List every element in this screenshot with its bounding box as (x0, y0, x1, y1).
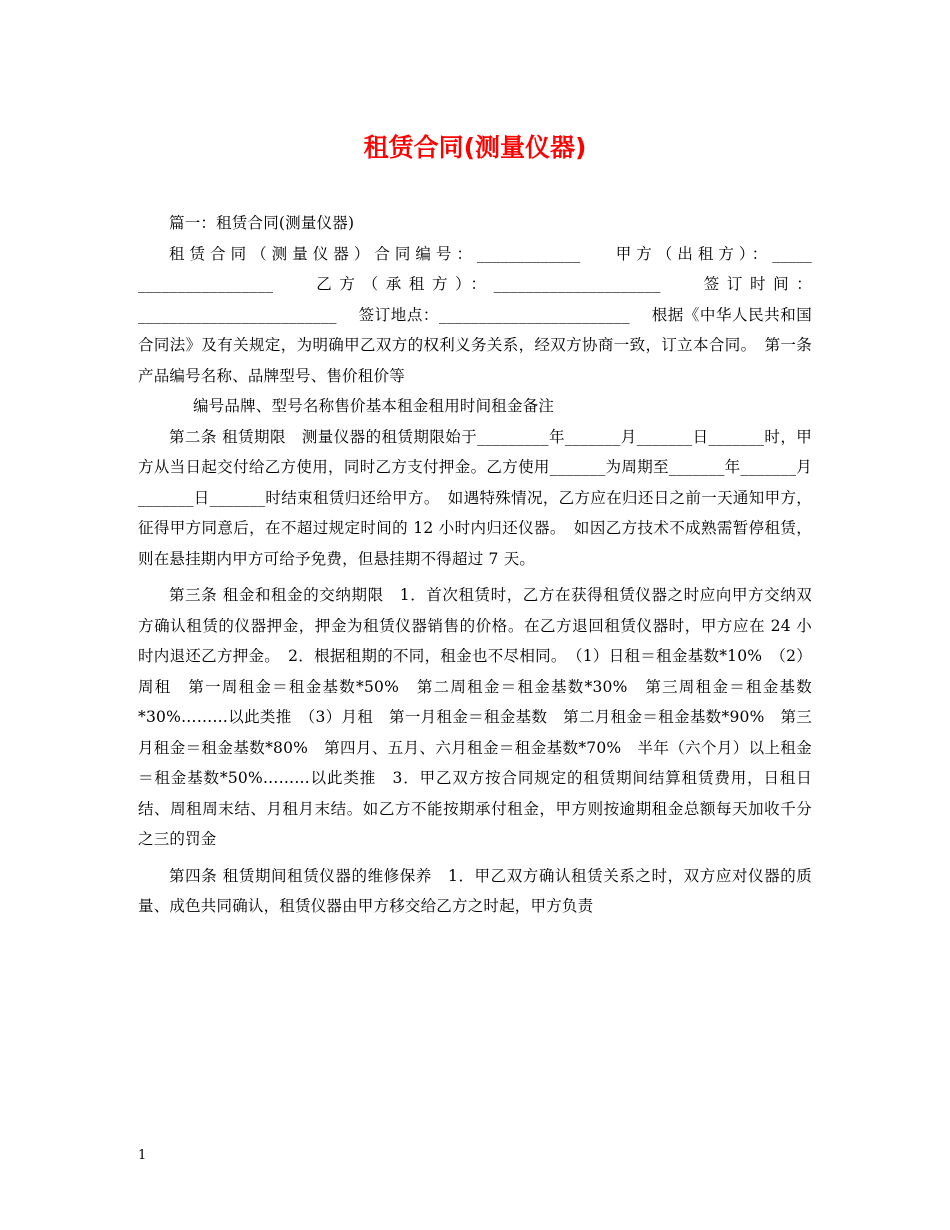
paragraph-article-4: 第四条 租赁期间租赁仪器的维修保养 1．甲乙双方确认租赁关系之时，双方应对仪器的质量、成色共同确认，租赁仪器由甲方移交给乙方之时起，甲方负责 (138, 866, 812, 915)
paragraph-heading: 篇一：租赁合同(测量仪器) (169, 214, 355, 232)
paragraph-contract-header: 租赁合同（测量仪器）合同编号：_____________ 甲方（出租方）：_____ _________________ 乙方（承租方）：_____________________ 签订时间：_________________________ 签订地点：________________________ 根据《中华人民共和国合同法》及有关规定，为明确甲乙双方的权利义务关系，经双方协商一致，订立本合同。 第一条 产品编号名称、品牌型号、售价租价等 (138, 244, 812, 385)
document-page (138, 130, 812, 922)
paragraph-table-header: 编号品牌、型号名称售价基本租金租用时间租金备注 (193, 397, 555, 415)
page-number: 1 (138, 1148, 147, 1163)
paragraph-article-3: 第三条 租金和租金的交纳期限 1．首次租赁时，乙方在获得租赁仪器之时应向甲方交纳双方确认租赁的仪器押金，押金为租赁仪器销售的价格。在乙方退回租赁仪器时，甲方应在 24 小时内退还乙方押金。 2．根据租期的不同，租金也不尽相同。 （1）日租＝租金基数*10% （2）周租 第一周租金＝租金基数*50% 第二周租金＝租金基数*30% 第三周租金＝租金基数*30%………以此类推 （3）月租 第一月租金＝租金基数 第二月租金＝租金基数*90% 第三月租金＝租金基数*80% 第四月、五月、六月租金＝租金基数*70% 半年（六个月）以上租金＝租金基数*50%………以此类推 3．甲乙双方按合同规定的租赁期间结算租赁费用，日租日结、周租周末结、月租月末结。如乙方不能按期承付租金，甲方则按逾期租金总额每天加收千分之三的罚金 (138, 586, 812, 848)
document-title: 租赁合同(测量仪器) (363, 133, 587, 162)
paragraph-article-2: 第二条 租赁期限 测量仪器的租赁期限始于_________年_______月_______日_______时，甲方从当日起交付给乙方使用，同时乙方支付押金。乙方使用_______为周期至_______年_______月_______日_______时结束租赁归还给甲方。 如遇特殊情况，乙方应在归还日之前一天通知甲方，征得甲方同意后，在不超过规定时间的 12 小时内归还仪器。 如因乙方技术不成熟需暂停租赁，则在悬挂期内甲方可给予免费，但悬挂期不得超过 7 天。 (138, 427, 812, 568)
